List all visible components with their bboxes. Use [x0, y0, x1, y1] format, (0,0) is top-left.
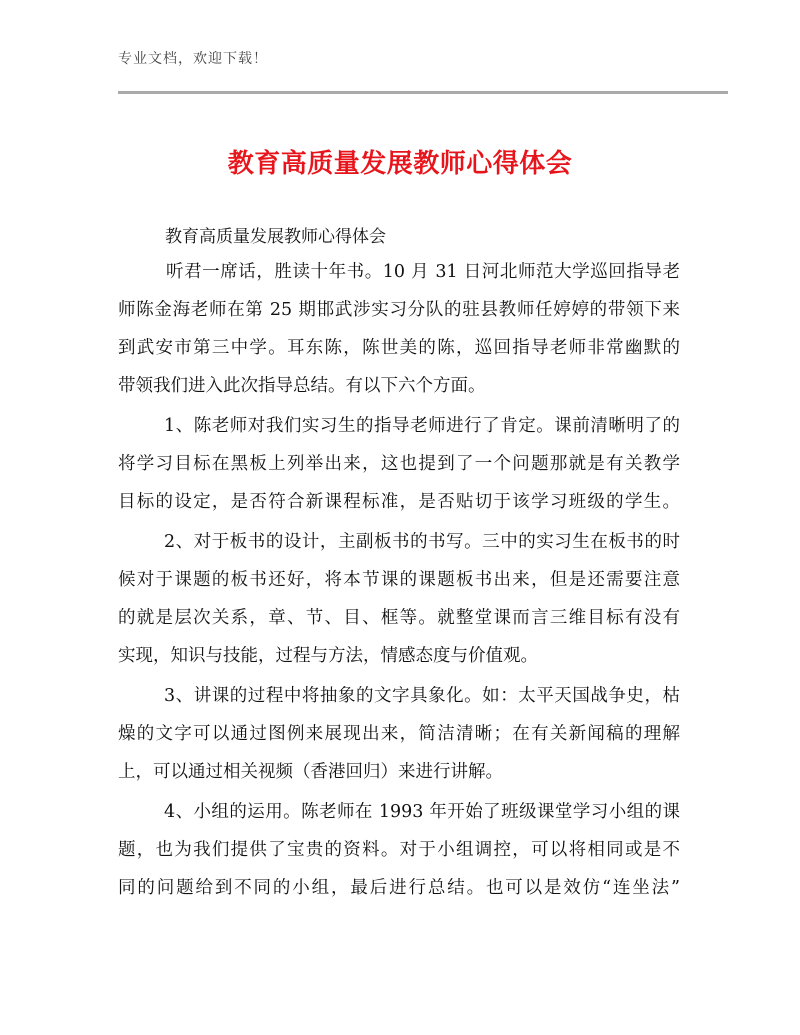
text-line: 实现，知识与技能，过程与方法，情感态度与价值观。 [118, 646, 538, 666]
text-line: 4、小组的运用。陈老师在 1993 年开始了班级课堂学习小组的课 [164, 802, 680, 822]
text-line: 上，可以通过相关视频（香港回归）来进行讲解。 [118, 762, 503, 782]
paragraph [118, 258, 680, 410]
document-title: 教育高质量发展教师心得体会 [227, 149, 573, 179]
document-subtitle: 教育高质量发展教师心得体会 [165, 227, 386, 247]
text-line: 候对于课题的板书还好，将本节课的课题板书出来，但是还需要注意 [118, 570, 680, 590]
text-line: 同的问题给到不同的小组，最后进行总结。也可以是效仿“连坐法” [118, 878, 680, 898]
text-line: 燥的文字可以通过图例来展现出来，简洁清晰；在有关新闻稿的理解 [118, 724, 680, 744]
paragraph [118, 682, 680, 796]
header-divider [118, 91, 728, 94]
paragraph [118, 528, 680, 680]
text-line: 师陈金海老师在第 25 期邯武涉实习分队的驻县教师任婷婷的带领下来 [118, 300, 680, 320]
text-line: 3、讲课的过程中将抽象的文字具象化。如：太平天国战争史，枯 [164, 686, 680, 706]
paragraph [118, 412, 680, 526]
paragraph [118, 798, 680, 912]
text-line: 目标的设定，是否符合新课程标准，是否贴切于该学习班级的学生。 [118, 492, 680, 512]
text-line: 将学习目标在黑板上列举出来，这也提到了一个问题那就是有关教学 [118, 454, 680, 474]
text-line: 1、陈老师对我们实习生的指导老师进行了肯定。课前清晰明了的 [164, 416, 680, 436]
text-line: 2、对于板书的设计，主副板书的书写。三中的实习生在板书的时 [164, 532, 680, 552]
text-line: 听君一席话，胜读十年书。10 月 31 日河北师范大学巡回指导老 [166, 262, 680, 282]
text-line: 带领我们进入此次指导总结。有以下六个方面。 [118, 376, 486, 396]
text-line: 到武安市第三中学。耳东陈，陈世美的陈，巡回指导老师非常幽默的 [118, 338, 680, 358]
page-header-text: 专业文档，欢迎下载！ [118, 51, 268, 67]
text-line: 题，也为我们提供了宝贵的资料。对于小组调控，可以将相同或是不 [118, 840, 680, 860]
text-line: 的就是层次关系，章、节、目、框等。就整堂课而言三维目标有没有 [118, 608, 680, 628]
document-body [118, 258, 680, 914]
